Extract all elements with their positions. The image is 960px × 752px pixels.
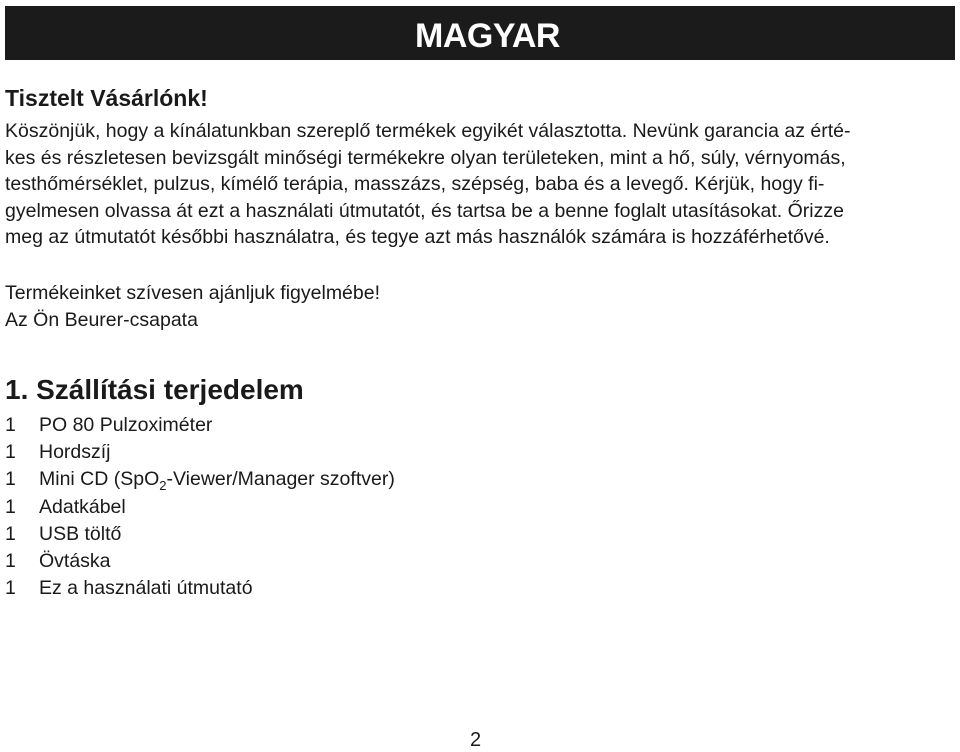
item-text: Övtáska xyxy=(39,550,111,572)
item-quantity: 1 xyxy=(5,550,16,572)
item-text xyxy=(39,466,395,494)
delivery-items-list xyxy=(5,412,395,602)
closing-block xyxy=(5,280,380,334)
item-subscript: 2 xyxy=(159,478,167,493)
intro-line: testhőmérséklet, pulzus, kímélő terápia, masszázs, szépség, baba és a levegő. Kérjük, hogy fi- xyxy=(5,173,825,195)
section-title: 1. Szállítási terjedelem xyxy=(5,374,304,405)
item-quantity: 1 xyxy=(5,441,16,463)
item-quantity: 1 xyxy=(5,414,16,436)
item-text-after: -Viewer/Manager szoftver) xyxy=(166,468,395,490)
recommendation-text: Termékeinket szívesen ajánljuk figyelmébe! xyxy=(5,282,381,304)
item-text: Adatkábel xyxy=(39,496,126,518)
list-item xyxy=(5,575,395,602)
item-quantity: 1 xyxy=(5,523,16,545)
page-number: 2 xyxy=(470,729,482,751)
language-title: MAGYAR xyxy=(415,17,560,55)
intro-line: Köszönjük, hogy a kínálatunkban szereplő termékek egyikét választotta. Nevünk garancia az érté- xyxy=(5,120,851,142)
list-item xyxy=(5,494,395,521)
intro-line: gyelmesen olvassa át ezt a használati útmutatót, és tartsa be a benne foglalt utasításokat. Őrizze xyxy=(5,199,844,222)
signature-text: Az Ön Beurer-csapata xyxy=(5,309,198,331)
item-quantity: 1 xyxy=(5,496,16,518)
item-text-before: Mini CD (SpO xyxy=(39,468,160,490)
list-item xyxy=(5,521,395,548)
item-text: USB töltő xyxy=(39,523,122,545)
intro-line: meg az útmutatót későbbi használatra, és tegye azt más használók számára is hozzáférhetővé. xyxy=(5,226,830,248)
greeting-heading: Tisztelt Vásárlónk! xyxy=(5,85,208,111)
item-text: PO 80 Pulzoximéter xyxy=(39,414,213,436)
list-item xyxy=(5,466,395,494)
item-text: Ez a használati útmutató xyxy=(39,577,253,599)
list-item xyxy=(5,412,395,439)
intro-paragraph xyxy=(5,118,960,251)
item-text: Hordszíj xyxy=(39,441,111,463)
item-quantity: 1 xyxy=(5,577,16,599)
item-quantity: 1 xyxy=(5,468,16,490)
list-item xyxy=(5,439,395,466)
header-bar xyxy=(5,6,955,60)
list-item xyxy=(5,548,395,575)
intro-line: kes és részletesen bevizsgált minőségi termékekre olyan területeken, mint a hő, súly, vérnyomás, xyxy=(5,146,846,169)
